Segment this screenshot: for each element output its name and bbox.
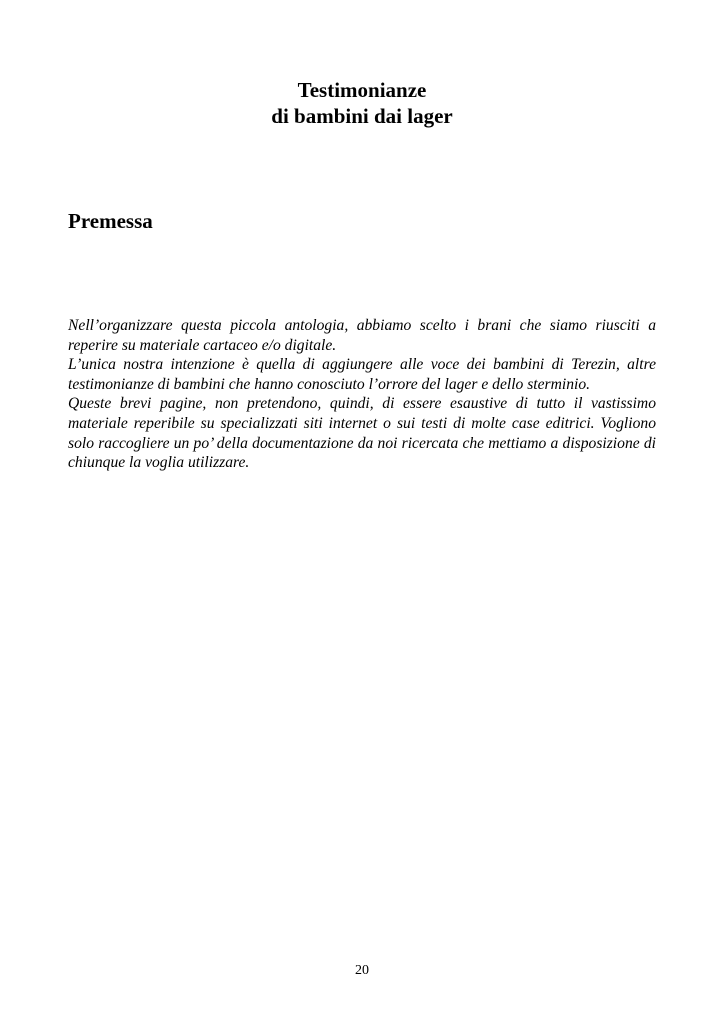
paragraph-2: L’unica nostra intenzione è quella di aggiungere alle voce dei bambini di Terezin, altre testimonianze di bambini che hanno conosciuto l’orrore del lager e dello sterminio. [68, 356, 656, 393]
body-text [68, 316, 656, 473]
title-line-1: Testimonianze [297, 78, 427, 102]
document-title [0, 77, 724, 129]
paragraph-3: Queste brevi pagine, non pretendono, quindi, di essere esaustive di tutto il vastissimo materiale reperibile su specializzati siti internet o sui testi di molte case editrici. Vogliono solo raccogliere un po’ della documentazione da noi ricercata che mettiamo a disposizione di chiunque la voglia utilizzare. [68, 395, 656, 472]
title-line-2: di bambini dai lager [271, 104, 453, 128]
paragraph-1: Nell’organizzare questa piccola antologia, abbiamo scelto i brani che siamo riusciti a reperire su materiale cartaceo e/o digitale. [68, 317, 656, 354]
page-number: 20 [355, 963, 369, 978]
section-heading: Premessa [68, 209, 153, 233]
